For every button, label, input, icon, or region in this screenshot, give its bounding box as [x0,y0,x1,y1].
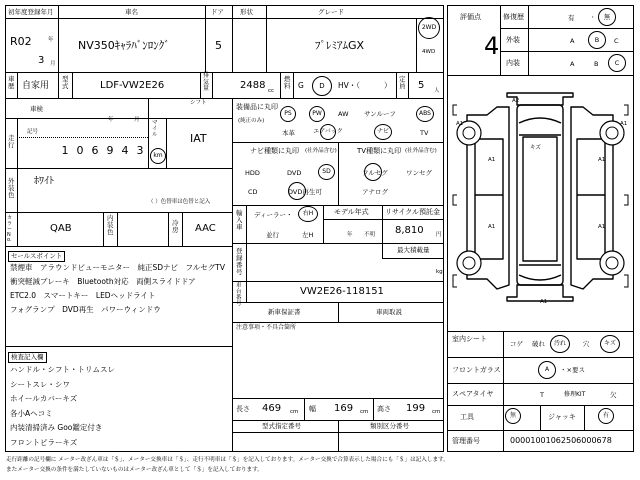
equipment-sub: (純正のみ) [238,118,265,124]
equip-aw: AW [338,110,349,118]
first-reg-month: 3 [38,55,45,66]
year-label: 年 [108,117,114,123]
doors-value: 5 [215,39,222,52]
seat-koge: コゲ [510,340,523,348]
repair-sep: ・ [590,15,596,21]
exterior-a: A [570,37,575,45]
grade-label: グレード [318,8,344,16]
selling-point-line: ETC2.0 スマートキー LEDヘッドライト [10,291,156,300]
car-name-value: NV350ｷｬﾗﾊﾞﾝﾛﾝｸﾞ [78,39,170,52]
seat-ana: 穴 [583,340,590,348]
nav-type-sub: (社外品含む) [305,148,337,154]
first-reg-year-unit: 年 [48,37,54,43]
nav-dvd: DVD [287,169,302,177]
interior-c-circle: C [608,54,626,72]
mile-label: マイル [152,120,158,139]
chassis-value: VW2E26-118151 [300,286,384,297]
tools-label: 工具 [460,413,474,421]
nav-type-label: ナビ種類に丸印 [250,147,299,155]
displacement-value: 2488 [240,80,266,91]
height-label: 高さ [377,405,391,413]
inspector-note-line: 内装清掃済み Goo鑑定付き [10,423,103,432]
equip-leather: 本革 [282,129,295,137]
notes-label: 注意事項・不具合箇所 [236,324,297,331]
control-label: 管理番号 [452,437,480,445]
repair-label: 修復歴 [503,13,524,21]
car-damage-diagram [447,75,634,325]
inspector-note-line: フロントピラーキズ [10,437,78,447]
height-value: 199 [406,403,426,414]
length-unit: cm [290,409,299,415]
fuel-hv: HV・（ [338,81,361,90]
usage-value: 自家用 [22,81,50,91]
equip-airbag-ring [320,124,336,140]
interior-label: 内装 [506,59,520,67]
capacity-value: 5 [418,80,425,91]
tools-value-circle: 無 [505,408,521,424]
odometer-digit: 9 [106,144,114,157]
inspector-note-line: 各小Aヘコミ [10,408,53,418]
score-value: 4 [484,32,500,60]
aircon-label: 冷房 [172,219,179,235]
nav-dvd-play-ring [288,182,306,200]
score-label: 評価点 [460,13,481,21]
front-glass-label: フロントガラス [452,366,501,374]
model-year-unknown: 不明 [364,232,376,238]
windshield-line [519,118,561,123]
selling-points-label: セールスポイント [8,251,65,262]
max-load-unit: kg [436,269,443,275]
capacity-label: 定員 [399,75,406,91]
car-body-outline [517,105,563,285]
selling-point-line: 衝突軽減ブレーキ Bluetooth対応 両側スライドドア [10,277,196,286]
right-handle-circle: 右H [298,206,318,222]
inspector-note-line: ハンドル・シフト・トリムスレ [10,365,115,374]
equip-abs-circle: ABS [416,106,434,122]
drive-2wd-circle: 2WD [418,17,440,39]
color-no-value: QAB [50,223,72,234]
height-unit: cm [432,409,441,415]
odo-symbol-label: 記号 [27,129,39,135]
odometer-digit: 1 [61,144,69,157]
nav-dvd-play: DVD再生可 [288,188,322,196]
exterior-label: 外装 [506,36,520,44]
inspector-notes-label: 検査記入欄 [8,352,47,363]
interior-a: A [570,60,575,68]
fuel-d-circle: D [312,76,332,96]
front-glass-replace: ・×要ス [560,366,585,374]
month-label: 月 [134,117,140,123]
roof-outline [523,137,557,261]
repair-yes: 有 [568,14,575,22]
tv-type-label: TV種類に丸印 [357,147,402,155]
length-value: 469 [262,403,282,414]
left-handle: 左H [302,231,314,239]
owner-manual: 車両取説 [376,308,402,316]
model-year-label: モデル年式 [334,208,369,216]
odometer-digit: 4 [121,144,129,157]
model-label: 型 式 [62,75,69,91]
km-circle: km [150,148,166,164]
odometer-digit: 3 [136,144,144,157]
fuel-g: G [298,81,304,90]
selling-point-line: フォグランプ DVD再生 パワーウィンドウ [10,305,161,314]
jack-value-circle: 有 [598,408,614,424]
wheel-rear-left [457,251,481,275]
model-year-year: 年 [347,232,353,238]
reg-no-label: 登録番号 [236,247,243,277]
mark-a1-rear: A1 [540,299,548,305]
recycle-value: 8,810 [395,225,424,236]
inspector-note-line: シートスレ・シワ [10,379,70,389]
jack-label: ジャッキ [548,413,576,421]
interior-color-label: 内装色 [107,214,114,237]
capacity-unit: 人 [434,88,440,94]
mark-a1-left-front: A1 [456,121,464,127]
import-parallel: 並行 [266,231,279,239]
shape-label: 形状 [240,8,253,16]
equip-pw-circle: PW [309,106,325,122]
equipment-label: 装備品に丸印 [236,103,278,111]
mark-a1-right-front: A1 [620,121,628,127]
mark-a1-right-mid: A1 [598,157,606,163]
nav-cd: CD [248,188,258,196]
width-label: 幅 [309,405,316,413]
tv-fullseg-ring [364,163,382,181]
mark-kizu: キズ [530,145,541,151]
front-glass-a-circle: A [538,361,556,379]
aircon-value: AAC [195,223,216,234]
nav-hdd: HDD [245,169,260,177]
tv-fullseg: フルセグ [362,169,388,177]
equip-sunroof: サンルーフ [364,110,396,118]
type-no-label: 型式指定番号 [262,422,301,430]
fuel-close: ） [384,81,392,90]
chassis-label: 車台番号 [236,283,242,308]
displacement-unit: cc [268,88,275,94]
repair-no-circle: 無 [598,8,616,26]
interior-seat-label: 室内シート [452,335,487,343]
import-dealer: ディーラー・ [254,211,293,219]
spare-missing: 欠 [610,391,617,399]
equip-ps-circle: PS [280,106,296,122]
mark-a1-left-rear: A1 [488,224,496,230]
tv-analog: アナログ [362,188,388,196]
width-value: 169 [334,403,354,414]
exterior-color-label: 外装色 [8,177,15,200]
spare-t: T [540,391,544,399]
drive-4wd: 4WD [422,49,436,55]
control-value: 00001001062506000678 [510,436,612,445]
odometer-digit: 0 [76,144,84,157]
mark-a1-right-rear: A1 [598,224,606,230]
first-reg-month-unit: 月 [50,61,56,67]
car-history-label: 車 歴 [8,75,15,91]
recycle-unit: 円 [436,232,442,238]
first-reg-era: R02 [10,35,32,48]
spare-kit: 修理KIT [564,391,586,398]
equip-navi-circle: ナビ [374,124,392,140]
exterior-color-value: ﾎﾜｲﾄ [34,176,54,187]
nav-sd-circle: SD [318,164,335,180]
length-label: 長さ [236,405,250,413]
grade-value: ﾌﾟﾚﾐｱﾑGX [315,39,365,52]
mark-a2: A2 [512,98,520,104]
car-name-label: 車名 [125,8,138,16]
footer-line1: 走行距離の記号欄に メーター改ざん車は「＄」、メーター交換車は「＄」、走行不明車は「＄」を記入しております。メーター交換で合算表示した場合にも「＄」は記入します。 [6,457,449,463]
recycle-label: リサイクル預託金 [385,208,441,216]
mark-a1-left-mid: A1 [488,157,496,163]
odometer-digit: 6 [91,144,99,157]
equip-airbag-circle: エアバック [313,128,343,135]
import-label: 輸入車 [236,209,243,232]
tv-type-sub: (社外品含む) [405,148,437,154]
color-change-note: （ ）色替車は色替と記入 [148,199,211,205]
shift-value: IAT [190,132,207,145]
travel-label: 走行 [8,134,15,150]
exterior-c: C [614,37,619,45]
first-reg-label: 初年度登録年月 [8,8,54,16]
color-no-label: カラーNo. [7,215,13,243]
spare-tire-label: スペアタイヤ [452,390,494,398]
displacement-label: 排気量 [203,72,210,93]
equip-tv: TV [420,129,429,137]
category-no-label: 類別区分番号 [370,422,409,430]
door-label: ドア [211,8,224,16]
seat-yogore-circle: 汚れ [550,335,570,353]
tv-oneseg: ワンセグ [406,169,432,177]
interior-b: B [594,60,599,68]
new-warranty: 新車保証書 [268,308,301,316]
wheel-rear-right [600,251,624,275]
inspector-note-line: ホイールカバーキズ [10,394,78,403]
width-unit: cm [360,409,369,415]
seat-kizu-circle: キズ [600,335,620,353]
footer-line2: またメーター交換の条件を満たしていないものはメーター改ざん車として「＄」を記入しております。 [6,467,263,473]
exterior-b-circle: B [588,31,606,49]
shaken-label: 車検 [30,105,43,113]
max-load-label: 最大積載量 [397,246,430,254]
model-value: LDF-VW2E26 [100,80,165,91]
fuel-label: 燃料 [284,75,291,91]
selling-point-line: 禁煙車 アラウンドビューモニター 純正SDナビ フルセグTV [10,263,225,272]
seat-yabure: 破れ [532,340,545,348]
shift-label: シフト [190,100,207,106]
